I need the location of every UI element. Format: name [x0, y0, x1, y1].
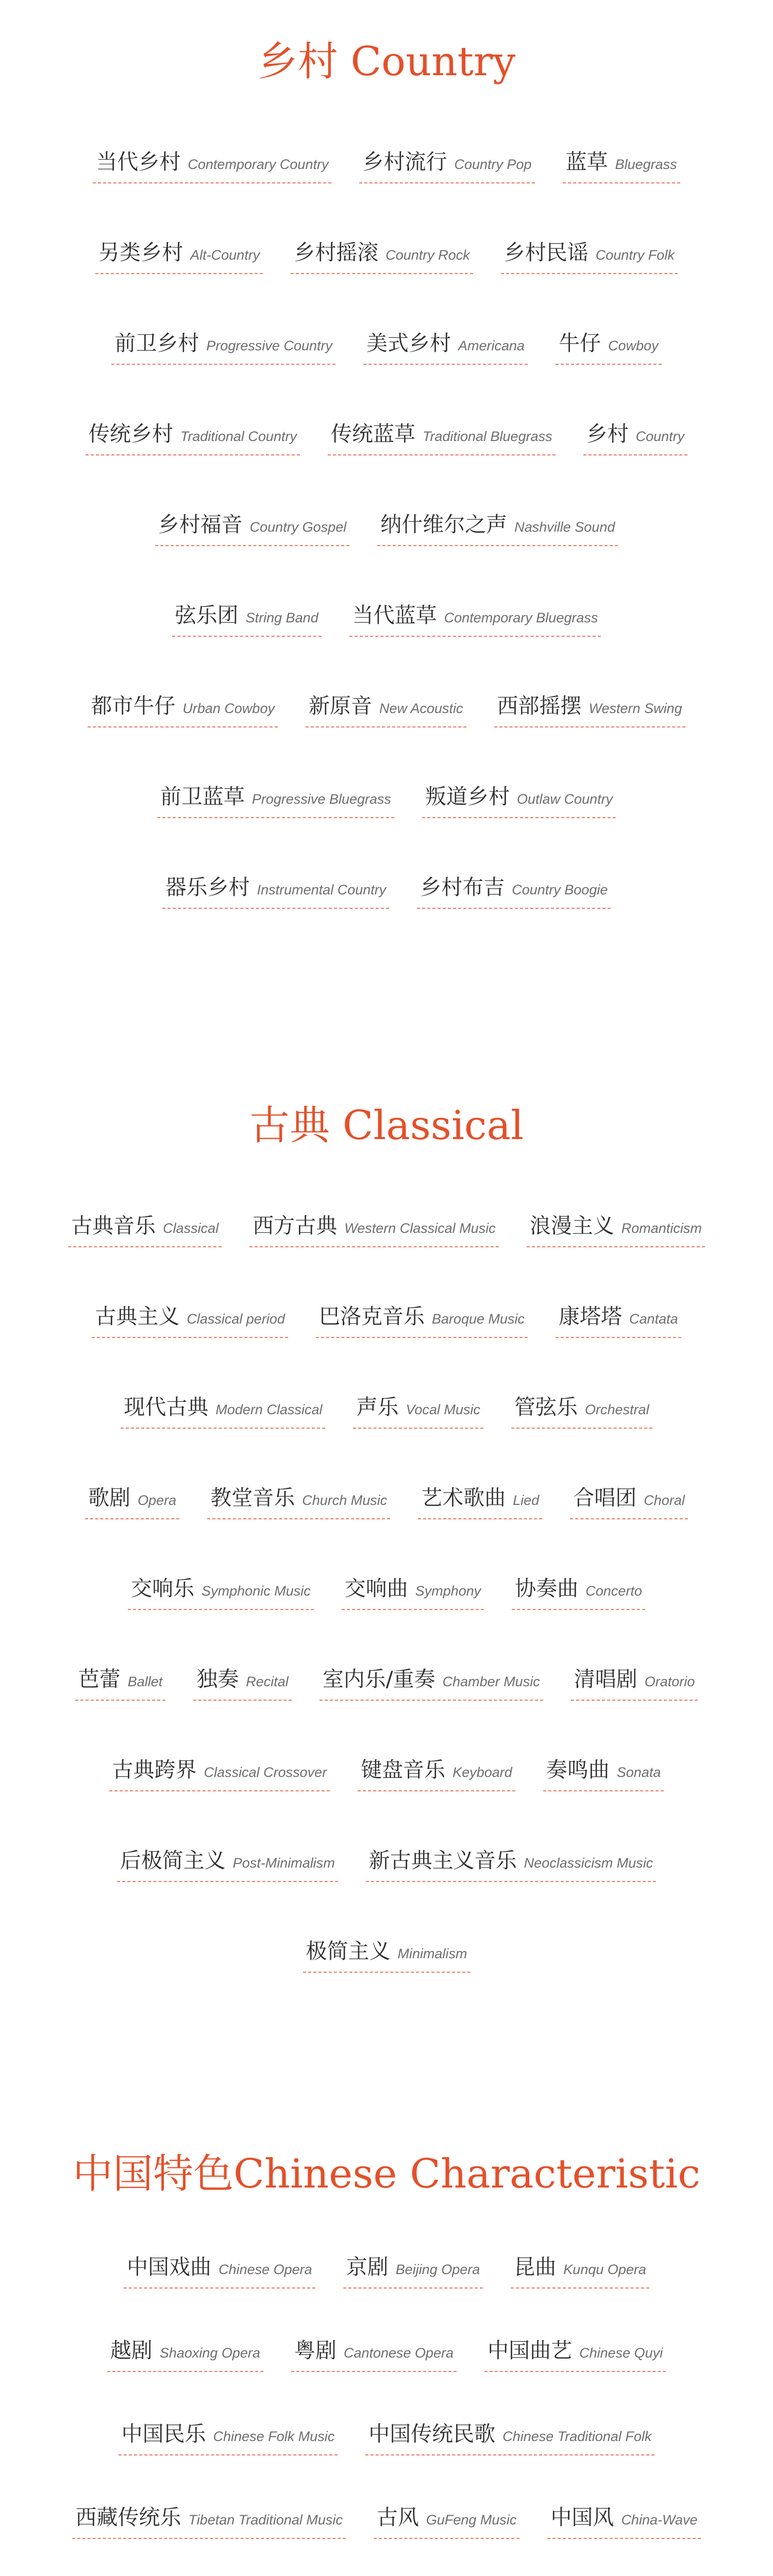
genre-tag-english-label: Symphonic Music	[201, 1583, 311, 1599]
tag-row	[0, 1791, 773, 1882]
genre-tag-english-label: GuFeng Music	[426, 2512, 517, 2528]
genre-tag-english-label: Sonata	[616, 1765, 661, 1780]
genre-tag-english-label: Kunqu Opera	[563, 2262, 646, 2277]
genre-tag-english-label: Keyboard	[452, 1765, 512, 1780]
genre-tag-english-label: Chinese Folk Music	[213, 2429, 335, 2444]
tag-row	[0, 2205, 773, 2289]
genre-tag[interactable]	[109, 1753, 330, 1791]
genre-tag-chinese-label: 后极简主义	[120, 1848, 226, 1873]
section-title: 古典 Classical	[249, 1103, 524, 1149]
genre-tag-chinese-label: 中国戏曲	[127, 2255, 212, 2279]
genre-tag-chinese-label: 室内乐/重奏	[322, 1667, 435, 1691]
genre-tag[interactable]	[377, 507, 618, 546]
tag-row	[0, 455, 773, 546]
genre-tag-chinese-label: 古典主义	[95, 1304, 180, 1329]
genre-tag[interactable]	[119, 2417, 338, 2455]
genre-tag-english-label: Post-Minimalism	[232, 1855, 335, 1871]
tag-row	[0, 2455, 773, 2539]
genre-tag-english-label: Nashville Sound	[514, 519, 615, 535]
genre-tag[interactable]	[511, 1390, 652, 1429]
tag-row	[0, 2289, 773, 2372]
tag-list	[0, 2205, 773, 2576]
genre-tag[interactable]	[527, 1209, 705, 1247]
genre-tag-chinese-label: 乡村摇滚	[294, 240, 379, 265]
genre-tag-chinese-label: 京剧	[346, 2255, 389, 2279]
genre-tag[interactable]	[303, 1934, 470, 1973]
genre-tag-english-label: Lied	[513, 1493, 540, 1508]
genre-tag[interactable]	[563, 145, 680, 183]
genre-tag-english-label: Western Swing	[589, 701, 682, 716]
genre-tag[interactable]	[570, 1481, 688, 1519]
genre-tag[interactable]	[556, 326, 662, 365]
genre-tag-english-label: Western Classical Music	[344, 1221, 496, 1236]
section-classical	[0, 1100, 773, 1963]
section-country	[0, 36, 773, 900]
genre-tag[interactable]	[358, 1753, 515, 1791]
genre-tag[interactable]	[128, 1571, 314, 1610]
genre-tag-english-label: Concerto	[585, 1583, 642, 1599]
genre-tag-chinese-label: 纳什维尔之声	[380, 512, 508, 537]
genre-tag-english-label: Modern Classical	[215, 1402, 323, 1417]
genre-tag[interactable]	[353, 1390, 483, 1429]
genre-tag[interactable]	[193, 1662, 292, 1701]
genre-tag-english-label: Tibetan Traditional Music	[188, 2512, 343, 2528]
genre-tag[interactable]	[365, 2417, 654, 2455]
genre-tag[interactable]	[291, 235, 473, 274]
genre-tag-chinese-label: 康塔塔	[559, 1304, 623, 1329]
genre-tag[interactable]	[117, 1843, 338, 1882]
section-title: 乡村 Country	[257, 39, 516, 85]
genre-tag[interactable]	[86, 417, 300, 455]
genre-tag[interactable]	[374, 2500, 520, 2539]
genre-tag-chinese-label: 艺术歌曲	[421, 1485, 506, 1510]
genre-tag-english-label: Neoclassicism Music	[524, 1855, 653, 1871]
genre-tag[interactable]	[484, 2333, 666, 2372]
genre-tag-english-label: Country Folk	[595, 247, 675, 263]
genre-tag-chinese-label: 传统乡村	[88, 421, 173, 446]
genre-tag-chinese-label: 前卫乡村	[114, 331, 199, 355]
genre-tag[interactable]	[343, 2250, 483, 2289]
genre-tag-english-label: New Acoustic	[379, 701, 463, 716]
genre-tag[interactable]	[511, 2250, 649, 2289]
genre-tag[interactable]	[583, 417, 688, 455]
genre-tag[interactable]	[328, 417, 556, 455]
genre-tag-chinese-label: 协奏曲	[515, 1576, 579, 1601]
genre-tag-chinese-label: 当代蓝草	[352, 603, 437, 628]
genre-tag-chinese-label: 中国民乐	[121, 2421, 206, 2446]
genre-tag[interactable]	[72, 2500, 345, 2539]
tag-row	[0, 1701, 773, 1791]
genre-tag-english-label: Cantonese Opera	[343, 2345, 454, 2361]
genre-tag[interactable]	[422, 779, 616, 818]
genre-tag[interactable]	[316, 1299, 528, 1338]
genre-tag[interactable]	[249, 1209, 499, 1247]
genre-tag-chinese-label: 弦乐团	[175, 603, 239, 628]
tag-row	[0, 1247, 773, 1338]
genre-tag-chinese-label: 中国曲艺	[488, 2338, 573, 2363]
genre-tag-english-label: Church Music	[302, 1493, 388, 1508]
genre-tag-chinese-label: 昆曲	[514, 2255, 557, 2279]
genre-tag-english-label: Choral	[644, 1493, 685, 1508]
genre-tag-english-label: China-Wave	[621, 2512, 698, 2528]
tag-row	[0, 93, 773, 183]
genre-tag-english-label: Ballet	[127, 1674, 163, 1689]
genre-tag-chinese-label: 现代古典	[124, 1395, 209, 1419]
genre-tag-chinese-label: 西部摇摆	[497, 693, 582, 718]
section-chinese	[0, 2148, 773, 2530]
genre-tag[interactable]	[359, 145, 534, 183]
genre-tag[interactable]	[366, 1843, 657, 1882]
genre-tag-english-label: Traditional Country	[180, 429, 297, 444]
genre-tag-chinese-label: 美式乡村	[366, 331, 451, 355]
genre-tag-english-label: Contemporary Bluegrass	[444, 610, 598, 625]
tag-row	[0, 1429, 773, 1519]
tag-row	[0, 637, 773, 727]
genre-tag-chinese-label: 奏鸣曲	[546, 1757, 610, 1782]
genre-tag-english-label: Country	[635, 429, 685, 444]
genre-tag[interactable]	[306, 689, 466, 727]
genre-tag-english-label: Country Rock	[385, 247, 470, 263]
genre-tag-english-label: Chinese Traditional Folk	[502, 2429, 652, 2444]
tag-row	[0, 2372, 773, 2455]
tag-row	[0, 1157, 773, 1247]
genre-tag-chinese-label: 乡村民谣	[503, 240, 589, 265]
genre-tag[interactable]	[155, 507, 350, 546]
genre-tag-english-label: Vocal Music	[406, 1402, 481, 1417]
tag-row	[0, 727, 773, 818]
genre-tag-chinese-label: 西藏传统乐	[75, 2505, 181, 2530]
tag-row	[0, 183, 773, 274]
genre-tag-english-label: Contemporary Country	[188, 157, 329, 172]
genre-tag-chinese-label: 前卫蓝草	[160, 784, 245, 809]
genre-tag[interactable]	[93, 145, 331, 183]
genre-tag-english-label: Chinese Opera	[219, 2262, 312, 2277]
genre-tag-english-label: Symphony	[415, 1583, 481, 1599]
genre-tag-english-label: Country Boogie	[512, 882, 608, 897]
genre-tag[interactable]	[92, 1299, 288, 1338]
genre-tag-chinese-label: 键盘音乐	[361, 1757, 446, 1782]
genre-tag-english-label: Urban Cowboy	[182, 701, 275, 716]
genre-tag-english-label: Recital	[246, 1674, 289, 1689]
genre-tag[interactable]	[121, 1390, 325, 1429]
tag-list	[0, 1157, 773, 1973]
genre-tag-english-label: Beijing Opera	[395, 2262, 480, 2277]
genre-tag-chinese-label: 都市牛仔	[91, 693, 176, 718]
tag-row	[0, 818, 773, 909]
genre-tag[interactable]	[95, 235, 263, 274]
genre-tag-chinese-label: 古风	[376, 2505, 419, 2530]
genre-tag-chinese-label: 另类乡村	[98, 240, 183, 265]
tag-row	[0, 1610, 773, 1701]
tag-row	[0, 274, 773, 365]
genre-tag-chinese-label: 西方古典	[253, 1213, 338, 1238]
genre-tag[interactable]	[291, 2333, 457, 2372]
genre-tag-english-label: Chamber Music	[442, 1674, 540, 1689]
genre-tag-chinese-label: 古典音乐	[71, 1213, 156, 1238]
tag-row	[0, 546, 773, 637]
genre-tag-chinese-label: 合唱团	[573, 1485, 637, 1510]
genre-tag-chinese-label: 管弦乐	[514, 1395, 578, 1419]
genre-tag[interactable]	[75, 1662, 166, 1701]
genre-tag[interactable]	[494, 689, 685, 727]
genre-tag-chinese-label: 器乐乡村	[165, 875, 250, 900]
genre-tag-chinese-label: 越剧	[110, 2338, 153, 2363]
genre-tag-english-label: Bluegrass	[615, 157, 677, 172]
genre-tag[interactable]	[363, 326, 528, 365]
genre-tag-english-label: Instrumental Country	[257, 882, 386, 897]
genre-tag-chinese-label: 巴洛克音乐	[318, 1304, 425, 1329]
genre-tag[interactable]	[320, 1662, 543, 1701]
genre-tag-chinese-label: 浪漫主义	[529, 1213, 614, 1238]
genre-tag-english-label: Opera	[138, 1493, 177, 1508]
tag-list	[0, 93, 773, 909]
genre-tag-english-label: Traditional Bluegrass	[422, 429, 552, 444]
genre-tag[interactable]	[547, 2500, 700, 2539]
genre-tag[interactable]	[417, 870, 611, 909]
genre-tag-chinese-label: 乡村福音	[158, 512, 243, 537]
genre-tag-english-label: Classical Crossover	[204, 1765, 327, 1780]
genre-tag[interactable]	[124, 2250, 315, 2289]
genre-tag-chinese-label: 新古典主义音乐	[368, 1848, 517, 1873]
genre-tag-chinese-label: 新原音	[308, 693, 372, 718]
genre-tag[interactable]	[207, 1481, 390, 1519]
genre-tag-english-label: Orchestral	[585, 1402, 649, 1417]
genre-tag-chinese-label: 乡村流行	[362, 149, 447, 174]
genre-tag-english-label: Country Pop	[454, 157, 532, 172]
genre-tag[interactable]	[342, 1571, 484, 1610]
genre-tag-chinese-label: 蓝草	[565, 149, 608, 174]
genre-tag-english-label: Oratorio	[644, 1674, 695, 1689]
tag-row	[0, 2539, 773, 2576]
genre-tag[interactable]	[172, 598, 322, 637]
genre-tag-chinese-label: 中国传统民歌	[368, 2421, 496, 2446]
genre-tag-english-label: Cowboy	[608, 338, 659, 353]
genre-tag-english-label: Cantata	[629, 1311, 678, 1327]
genre-tag-chinese-label: 交响曲	[344, 1576, 408, 1601]
tag-row	[0, 1882, 773, 1973]
genre-tag-chinese-label: 清唱剧	[574, 1667, 637, 1691]
genre-tag[interactable]	[556, 1299, 681, 1338]
genre-tag[interactable]	[571, 1662, 698, 1701]
genre-tag[interactable]	[111, 326, 335, 365]
genre-tag-english-label: Progressive Country	[206, 338, 332, 353]
genre-tag-english-label: Baroque Music	[431, 1311, 525, 1327]
genre-tag-chinese-label: 叛道乡村	[425, 784, 510, 809]
genre-tag-chinese-label: 粤剧	[294, 2338, 337, 2363]
genre-tag-english-label: Americana	[458, 338, 525, 353]
genre-tag-chinese-label: 乡村布吉	[420, 875, 505, 900]
genre-tag-english-label: String Band	[245, 610, 318, 625]
genre-tag-english-label: Shaoxing Opera	[159, 2345, 260, 2361]
genre-tag-chinese-label: 歌剧	[88, 1485, 131, 1510]
genre-tag-chinese-label: 声乐	[356, 1395, 399, 1419]
genre-tag[interactable]	[88, 689, 278, 727]
genre-tag-chinese-label: 教堂音乐	[210, 1485, 295, 1510]
genre-tag[interactable]	[543, 1753, 664, 1791]
genre-tag[interactable]	[501, 235, 678, 274]
genre-tag[interactable]	[157, 779, 394, 818]
genre-tag-chinese-label: 极简主义	[306, 1939, 391, 1963]
genre-tag-chinese-label: 古典跨界	[112, 1757, 197, 1782]
genre-tag[interactable]	[418, 1481, 542, 1519]
genre-tag-chinese-label: 独奏	[196, 1667, 239, 1691]
tag-row	[0, 1519, 773, 1610]
genre-tag-english-label: Romanticism	[621, 1221, 702, 1236]
genre-tag-english-label: Minimalism	[397, 1946, 467, 1961]
genre-tag-english-label: Country Gospel	[249, 519, 347, 535]
genre-tag-chinese-label: 当代乡村	[96, 149, 181, 174]
genre-tag-english-label: Alt-Country	[190, 247, 260, 263]
genre-tag-chinese-label: 牛仔	[559, 331, 601, 355]
genre-tag-english-label: Chinese Quyi	[579, 2345, 663, 2361]
genre-tag[interactable]	[512, 1571, 645, 1610]
genre-tag-chinese-label: 交响乐	[131, 1576, 195, 1601]
genre-tag[interactable]	[107, 2333, 263, 2372]
genre-tag[interactable]	[162, 870, 390, 909]
genre-tag[interactable]	[349, 598, 601, 637]
genre-tag-english-label: Classical	[163, 1221, 219, 1236]
genre-tag-chinese-label: 中国风	[550, 2505, 614, 2530]
genre-tag-chinese-label: 传统蓝草	[330, 421, 415, 446]
genre-tag[interactable]	[85, 1481, 179, 1519]
section-title: 中国特色Chinese Characteristic	[73, 2151, 700, 2197]
genre-tag[interactable]	[68, 1209, 222, 1247]
genre-tag-english-label: Progressive Bluegrass	[251, 791, 392, 807]
tag-row	[0, 1338, 773, 1429]
genre-tag-english-label: Outlaw Country	[517, 791, 613, 807]
genre-tag-chinese-label: 乡村	[586, 421, 629, 446]
genre-tag-english-label: Classical period	[187, 1311, 285, 1327]
genre-tag-chinese-label: 芭蕾	[78, 1667, 121, 1691]
tag-row	[0, 365, 773, 455]
